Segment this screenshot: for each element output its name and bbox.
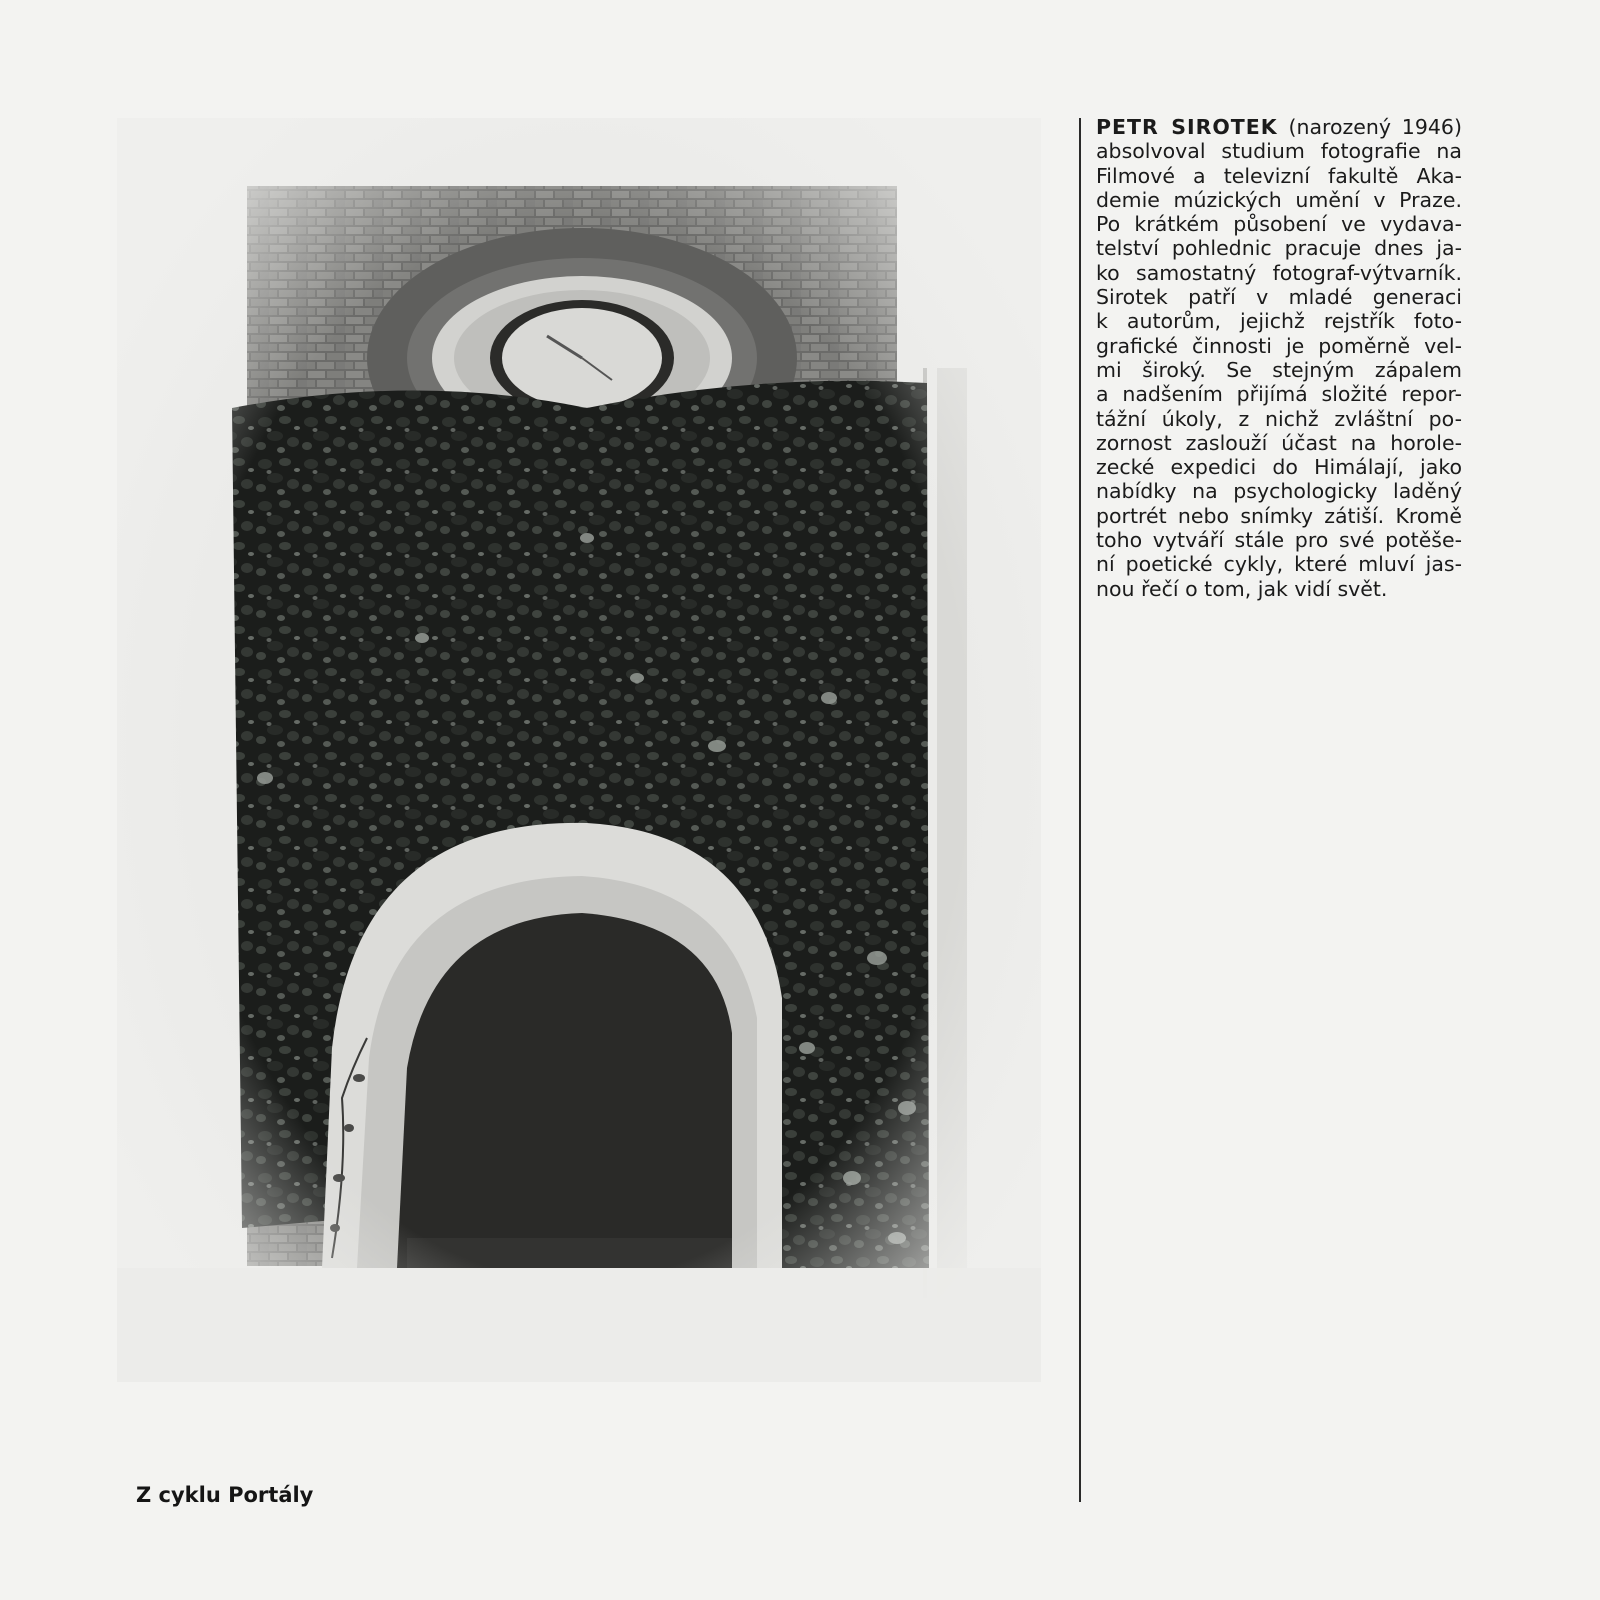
bio-line: Po krátkém působení ve vydava- bbox=[1096, 212, 1462, 237]
bio-line: nou řečí o tom, jak vidí svět. bbox=[1096, 576, 1388, 601]
bio-line: grafické činnosti je poměrně vel- bbox=[1096, 333, 1462, 358]
bio-line-1 bbox=[1096, 115, 1462, 139]
bio-line: toho vytváří stále pro své potěše- bbox=[1096, 528, 1462, 553]
bio-line: absolvoval studium fotografie na bbox=[1096, 139, 1462, 164]
bio-line: telství pohlednic pracuje dnes ja- bbox=[1096, 236, 1462, 261]
bio-line: ní poetické cykly, které mluví jas- bbox=[1096, 552, 1462, 577]
bio-line: Sirotek patří v mladé generaci bbox=[1096, 285, 1462, 310]
bio-line: Filmové a televizní fakultě Aka- bbox=[1096, 163, 1462, 188]
bio-line: k autorům, jejichž rejstřík foto- bbox=[1096, 309, 1462, 334]
column-divider bbox=[1079, 118, 1081, 1502]
bio-line: mi široký. Se stejným zápalem bbox=[1096, 357, 1462, 382]
bio-line: portrét nebo snímky zátiší. Kromě bbox=[1096, 503, 1462, 528]
bio-line: demie múzických umění v Praze. bbox=[1096, 187, 1462, 212]
bio-line: a nadšením přijímá složité repor- bbox=[1096, 382, 1462, 407]
biography-text bbox=[1096, 115, 1462, 601]
bio-line: zecké expedici do Himálají, jako bbox=[1096, 455, 1462, 480]
bio-line: ko samostatný fotograf-výtvarník. bbox=[1096, 260, 1462, 285]
photo-caption: Z cyklu Portály bbox=[136, 1483, 314, 1507]
bio-line: zornost zaslouží účast na horole- bbox=[1096, 430, 1462, 455]
bio-line: nabídky na psychologicky laděný bbox=[1096, 479, 1462, 504]
author-name: PETR SIROTEK bbox=[1096, 115, 1278, 139]
bio-line: tážní úkoly, z nichž zvláštní po- bbox=[1096, 406, 1462, 431]
birth-note: (narozený 1946) bbox=[1288, 115, 1462, 139]
photograph-portal bbox=[117, 118, 1041, 1382]
